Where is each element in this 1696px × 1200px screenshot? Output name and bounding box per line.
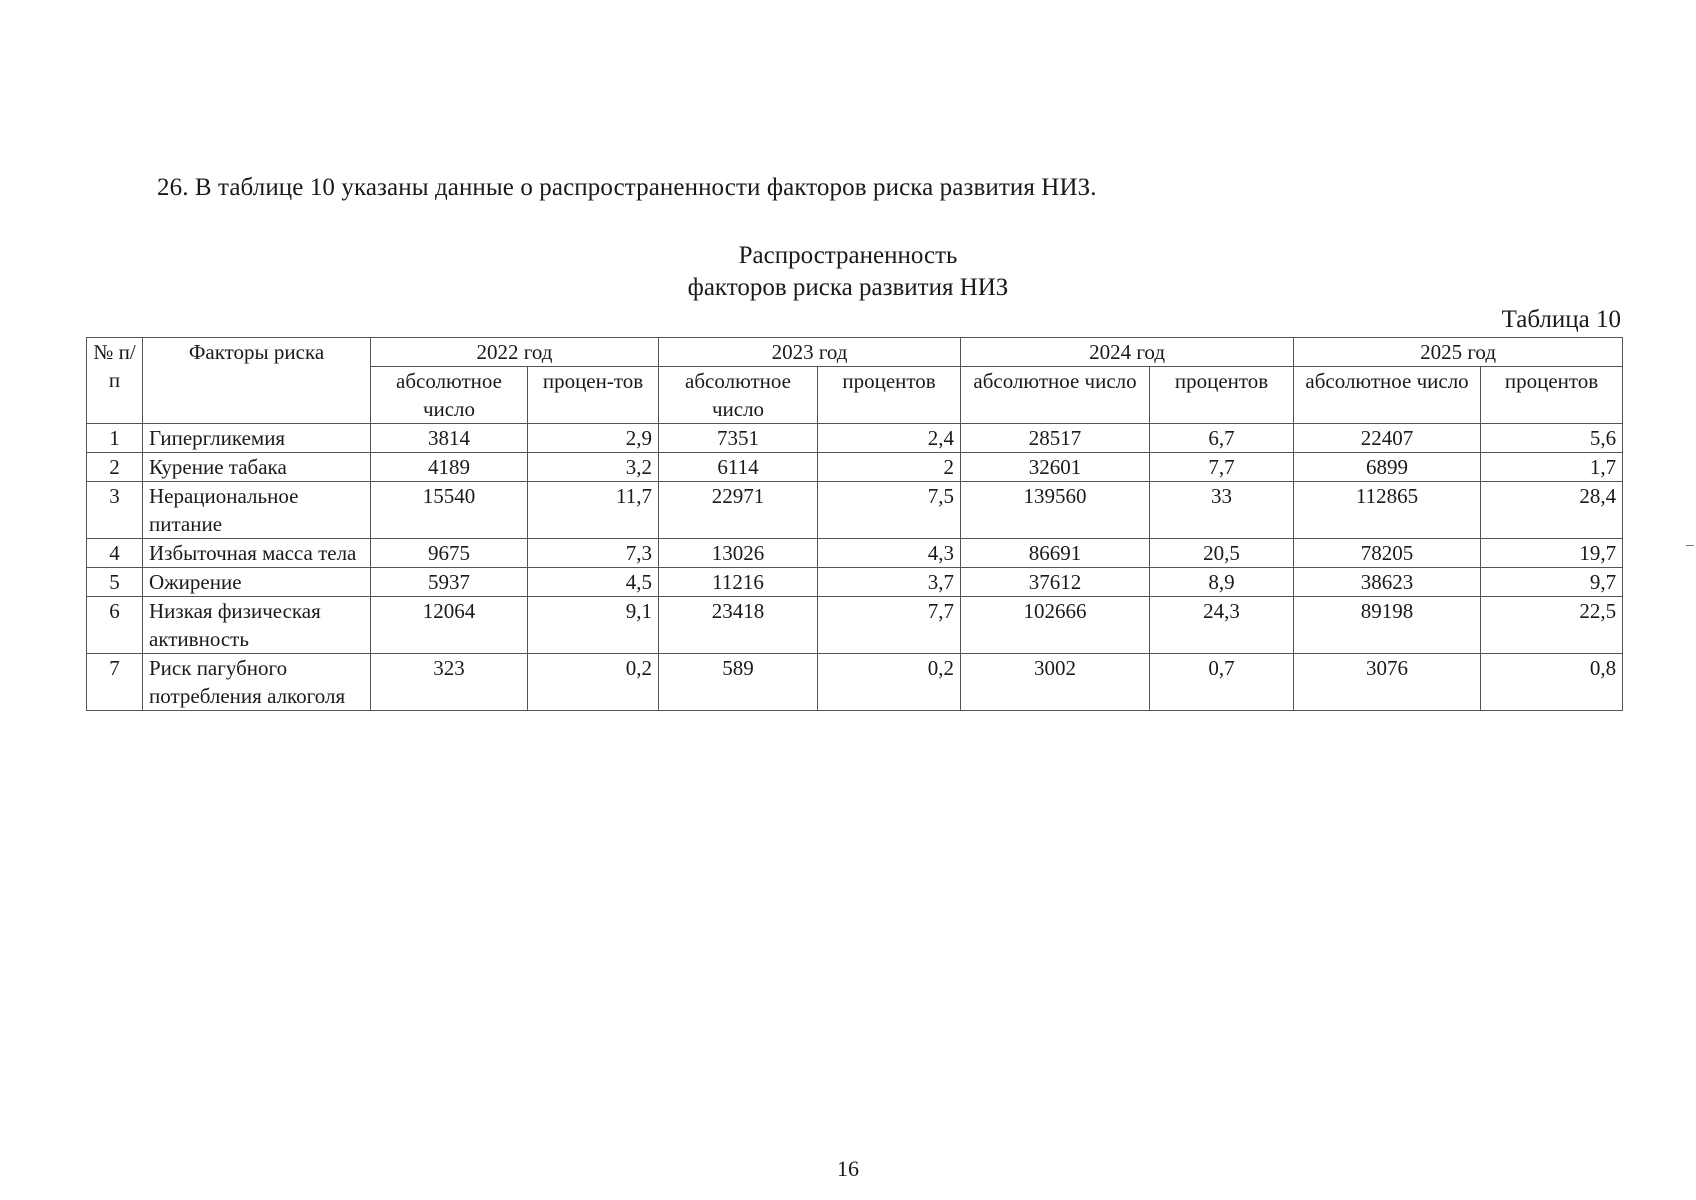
row-num: 1 [87,424,143,453]
header-abs-2024: абсолютное число [961,367,1150,424]
cell-abs-2025: 3076 [1294,654,1481,711]
table-title-line-2: факторов риска развития НИЗ [687,274,1009,301]
cell-pct-2023: 3,7 [818,568,961,597]
table-row [87,654,1623,711]
page-number: 16 [837,1156,859,1181]
cell-pct-2025: 5,6 [1481,424,1623,453]
header-abs-2023: абсолютное число [659,367,818,424]
header-abs-2022: абсолютное число [371,367,528,424]
row-factor: Ожирение [143,568,371,597]
cell-abs-2023: 7351 [659,424,818,453]
header-abs-2025: абсолютное число [1294,367,1481,424]
row-factor: Риск пагубного потребления алкоголя [143,654,371,711]
intro-paragraph: 26. В таблице 10 указаны данные о распространенности факторов риска развития НИЗ. [157,174,1097,201]
row-num: 6 [87,597,143,654]
cell-pct-2025: 1,7 [1481,453,1623,482]
cell-abs-2025: 6899 [1294,453,1481,482]
cell-pct-2023: 2 [818,453,961,482]
risk-factors-table [86,337,1623,711]
cell-pct-2024: 7,7 [1150,453,1294,482]
cell-abs-2025: 22407 [1294,424,1481,453]
header-pct-2023: процентов [818,367,961,424]
cell-pct-2023: 4,3 [818,539,961,568]
header-pct-2025: процентов [1481,367,1623,424]
cell-abs-2022: 5937 [371,568,528,597]
cell-pct-2022: 3,2 [528,453,659,482]
header-year-2024: 2024 год [961,338,1294,367]
row-num: 3 [87,482,143,539]
cell-pct-2024: 24,3 [1150,597,1294,654]
cell-pct-2024: 8,9 [1150,568,1294,597]
cell-pct-2023: 7,5 [818,482,961,539]
cell-abs-2025: 89198 [1294,597,1481,654]
header-num: № п/п [87,338,143,424]
cell-pct-2025: 19,7 [1481,539,1623,568]
cell-abs-2023: 589 [659,654,818,711]
header-year-2022: 2022 год [371,338,659,367]
cell-pct-2022: 0,2 [528,654,659,711]
cell-abs-2022: 9675 [371,539,528,568]
table-row [87,568,1623,597]
header-year-2023: 2023 год [659,338,961,367]
cell-abs-2023: 11216 [659,568,818,597]
cell-pct-2023: 7,7 [818,597,961,654]
row-factor: Избыточная масса тела [143,539,371,568]
table-row [87,597,1623,654]
row-num: 2 [87,453,143,482]
row-num: 4 [87,539,143,568]
cell-abs-2025: 78205 [1294,539,1481,568]
table-number-label: Таблица 10 [1501,306,1621,333]
row-num: 7 [87,654,143,711]
cell-abs-2025: 112865 [1294,482,1481,539]
cell-abs-2025: 38623 [1294,568,1481,597]
cell-abs-2023: 22971 [659,482,818,539]
table-row [87,424,1623,453]
table-title [0,240,1696,304]
table-row [87,539,1623,568]
cell-abs-2022: 4189 [371,453,528,482]
cell-pct-2022: 11,7 [528,482,659,539]
cell-pct-2025: 9,7 [1481,568,1623,597]
cell-pct-2022: 9,1 [528,597,659,654]
row-num: 5 [87,568,143,597]
cell-abs-2024: 3002 [961,654,1150,711]
cell-pct-2023: 0,2 [818,654,961,711]
row-factor: Курение табака [143,453,371,482]
cell-abs-2024: 86691 [961,539,1150,568]
header-year-2025: 2025 год [1294,338,1623,367]
cell-abs-2024: 139560 [961,482,1150,539]
header-factor: Факторы риска [143,338,371,424]
cell-pct-2025: 0,8 [1481,654,1623,711]
table-row [87,453,1623,482]
cell-abs-2023: 6114 [659,453,818,482]
header-pct-2022: процен-тов [528,367,659,424]
cell-pct-2024: 0,7 [1150,654,1294,711]
cell-pct-2024: 6,7 [1150,424,1294,453]
cell-abs-2024: 28517 [961,424,1150,453]
cell-pct-2025: 22,5 [1481,597,1623,654]
cell-abs-2023: 13026 [659,539,818,568]
cell-pct-2022: 2,9 [528,424,659,453]
cell-abs-2023: 23418 [659,597,818,654]
table-row [87,482,1623,539]
cell-pct-2022: 4,5 [528,568,659,597]
header-pct-2024: процентов [1150,367,1294,424]
row-factor: Низкая физическая активность [143,597,371,654]
cell-pct-2025: 28,4 [1481,482,1623,539]
cell-abs-2022: 3814 [371,424,528,453]
cell-pct-2024: 20,5 [1150,539,1294,568]
cell-abs-2024: 37612 [961,568,1150,597]
cell-abs-2022: 15540 [371,482,528,539]
cell-pct-2022: 7,3 [528,539,659,568]
cell-abs-2024: 32601 [961,453,1150,482]
scan-edge-mark [1686,545,1694,546]
cell-abs-2022: 12064 [371,597,528,654]
cell-pct-2023: 2,4 [818,424,961,453]
cell-abs-2024: 102666 [961,597,1150,654]
cell-abs-2022: 323 [371,654,528,711]
cell-pct-2024: 33 [1150,482,1294,539]
table-title-line-1: Распространенность [738,242,958,269]
row-factor: Нерациональное питание [143,482,371,539]
row-factor: Гипергликемия [143,424,371,453]
